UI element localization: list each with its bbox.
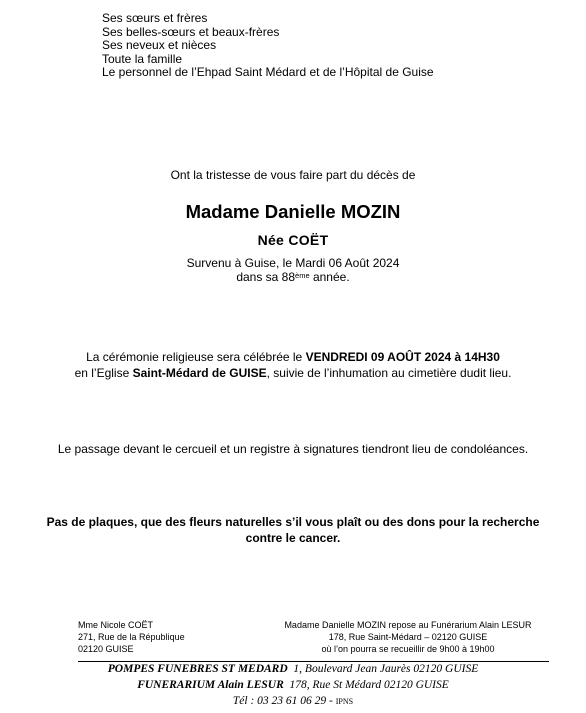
deceased-name: Madame Danielle MOZIN — [185, 201, 401, 222]
repose-hours: où l’on pourra se recueillir de 9h00 à 19h00 — [321, 644, 495, 654]
death-place-date: Survenu à Guise, le Mardi 06 Août 2024 — [186, 256, 400, 270]
family-contact — [78, 619, 185, 655]
family-line: Toute la famille — [102, 51, 183, 66]
flowers-notice — [0, 514, 586, 546]
intro-text: Ont la tristesse de vous faire part du décès de — [170, 168, 416, 182]
age-ordinal: ème — [295, 271, 310, 280]
repose-address: 178, Rue Saint-Médard – 02120 GUISE — [328, 632, 488, 642]
death-details — [0, 256, 586, 284]
funeral-home-info — [268, 619, 548, 655]
flowers-line-2: contre le cancer. — [245, 531, 341, 545]
maiden-name: Née COËT — [257, 232, 329, 248]
footer-line-1 — [0, 663, 586, 675]
funeral-company-address: 1, Boulevard Jean Jaurès 02120 GUISE — [293, 663, 479, 675]
ceremony-text: La cérémonie religieuse sera célébrée le — [86, 350, 306, 364]
ceremony-datetime: VENDREDI 09 AOÛT 2024 à 14H30 — [305, 350, 500, 364]
age-suffix: année. — [309, 270, 350, 284]
age-line — [0, 270, 586, 284]
contact-city: 02120 GUISE — [78, 644, 134, 654]
funerarium-name: FUNERARIUM Alain LESUR — [137, 679, 284, 691]
ipns-mark: IPNS — [335, 697, 354, 706]
repose-line: Madame Danielle MOZIN repose au Funérarium Alain LESUR — [284, 620, 532, 630]
footer-line-2 — [0, 679, 586, 691]
funeral-company-name: POMPES FUNEBRES ST MEDARD — [107, 663, 288, 675]
burial-text: , suivie de l’inhumation au cimetière dudit lieu. — [266, 366, 512, 380]
contact-street: 271, Rue de la République — [78, 632, 185, 642]
church-prefix: en l’Eglise — [74, 366, 133, 380]
footer-line-3 — [0, 695, 586, 707]
funerarium-address: 178, Rue St Médard 02120 GUISE — [289, 679, 449, 691]
ceremony-line-1 — [0, 349, 586, 365]
family-line: Ses sœurs et frères — [102, 11, 208, 25]
ceremony-info — [0, 349, 586, 381]
family-line: Ses belles-sœurs et beaux-frères — [102, 24, 280, 39]
footer-divider — [78, 661, 549, 662]
ceremony-line-2 — [0, 365, 586, 381]
age-prefix: dans sa 88 — [236, 270, 296, 284]
family-line: Le personnel de l’Ehpad Saint Médard et de l’Hôpital de Guise — [102, 65, 434, 79]
family-list — [102, 12, 434, 80]
condolences-text: Le passage devant le cercueil et un registre à signatures tiendront lieu de condoléances. — [57, 442, 529, 456]
family-line: Ses neveux et nièces — [102, 38, 217, 52]
contact-name: Mme Nicole COËT — [78, 620, 154, 630]
footer-phone: Tél : 03 23 61 06 29 - — [232, 695, 336, 707]
church-name: Saint-Médard de GUISE — [132, 366, 267, 380]
flowers-line-1: Pas de plaques, que des fleurs naturelles s’il vous plaît ou des dons pour la recherche — [46, 515, 540, 529]
